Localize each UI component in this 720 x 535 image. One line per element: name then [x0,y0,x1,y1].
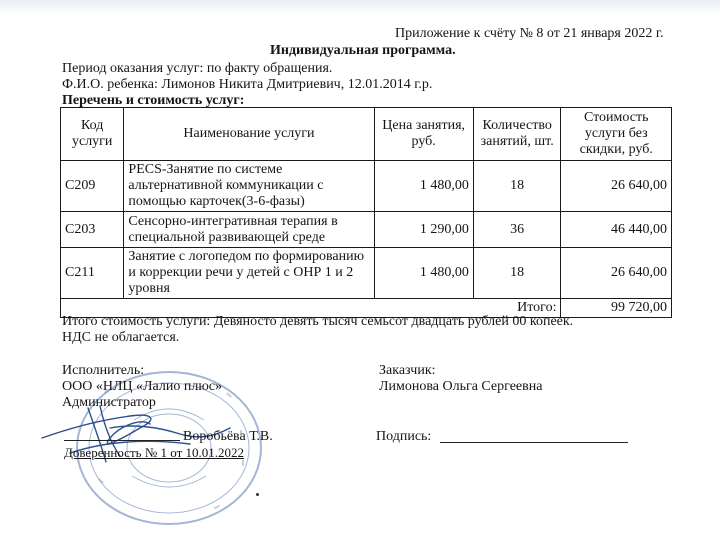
cell-total: 26 640,00 [561,248,672,299]
executor-name: Воробьёва Т.В. [183,429,273,444]
cell-price: 1 290,00 [374,212,473,248]
total-in-words: Итого стоимость услуги: Девяносто девять тысяч семьсот двадцать рублей 00 копеек. [62,314,574,329]
child-info: Ф.И.О. ребенка: Лимонов Никита Дмитриевич, 12.01.2014 г.р. [62,77,433,92]
cell-quantity: 36 [473,212,561,248]
cell-quantity: 18 [473,248,561,299]
cell-price: 1 480,00 [374,248,473,299]
cell-name: Занятие с логопедом по формированию и коррекции речи у детей с ОНР 1 и 2 уровня [124,248,374,299]
cell-total: 26 640,00 [561,161,672,212]
power-of-attorney: Доверенность № 1 от 10.01.2022 [64,445,245,460]
appendix-note: Приложение к счёту № 8 от 21 января 2022 г. [395,26,664,41]
cell-code: С203 [61,212,124,248]
total-value: 99 720,00 [561,299,672,318]
cell-quantity: 18 [473,161,561,212]
vat-note: НДС не облагается. [62,330,180,345]
executor-signature-line [64,440,180,441]
table-row [61,248,672,299]
header-name: Наименование услуги [124,108,374,161]
header-price: Цена занятия, руб. [374,108,473,161]
customer-signature-line [440,442,628,443]
customer-name: Лимонова Ольга Сергеевна [379,379,543,394]
cell-total: 46 440,00 [561,212,672,248]
program-title: Индивидуальная программа. [270,43,456,58]
header-code: Код услуги [61,108,124,161]
table-row [61,212,672,248]
executor-org: ООО «НЛЦ «Лалио плюс» [62,379,223,394]
table-header-row [61,108,672,161]
cell-code: С209 [61,161,124,212]
customer-signature-label: Подпись: [376,429,432,444]
cell-price: 1 480,00 [374,161,473,212]
cell-name: Сенсорно-интегративная терапия в специальной развивающей среде [124,212,374,248]
total-label: Итого: [61,299,561,318]
header-quantity: Количество занятий, шт. [473,108,561,161]
cell-name: PECS-Занятие по системе альтернативной коммуникации с помощью карточек(3-6-фазы) [124,161,374,212]
ink-dot [256,493,259,496]
table-row [61,161,672,212]
customer-label: Заказчик: [379,363,436,378]
cell-code: С211 [61,248,124,299]
executor-label: Исполнитель: [62,363,145,378]
header-total: Стоимость услуги без скидки, руб. [561,108,672,161]
executor-position: Администратор [62,395,156,410]
services-list-title: Перечень и стоимость услуг: [62,93,245,108]
service-period: Период оказания услуг: по факту обращения. [62,61,333,76]
services-table [60,107,672,318]
